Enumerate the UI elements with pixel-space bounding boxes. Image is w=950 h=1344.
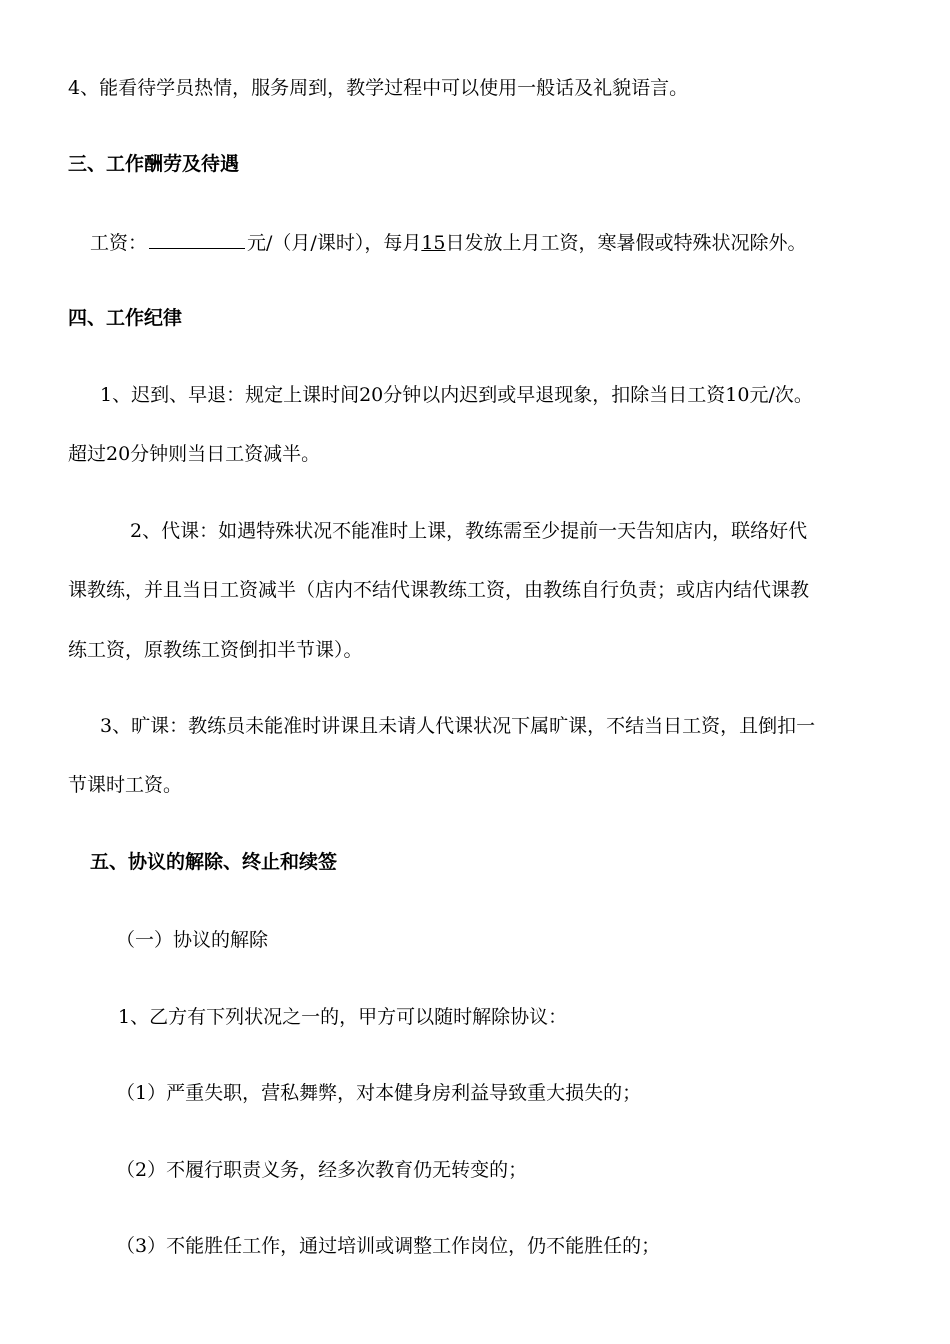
paragraph-late-line1: 1、迟到、早退：规定上课时间20分钟以内迟到或早退现象，扣除当日工资10元/次。 — [100, 384, 813, 406]
clause-rescission-conditions: 1、乙方有下列状况之一的，甲方可以随时解除协议： — [118, 1006, 568, 1028]
paragraph-late-line2: 超过20分钟则当日工资减半。 — [68, 443, 321, 465]
paragraph-salary — [90, 230, 807, 255]
paragraph-service-attitude: 4、能看待学员热情，服务周到，教学过程中可以使用一般话及礼貌语言。 — [68, 77, 689, 99]
salary-blank-field — [149, 230, 245, 249]
clause-item-1: （1）严重失职，营私舞弊，对本健身房利益导致重大损失的； — [116, 1082, 642, 1104]
paragraph-substitute-line2: 课教练，并且当日工资减半（店内不结代课教练工资，由教练自行负责；或店内结代课教 — [68, 579, 810, 601]
salary-pay-day: 15 — [421, 232, 446, 254]
subheading-agreement-rescission: （一）协议的解除 — [116, 929, 269, 951]
section-heading-discipline: 四、工作纪律 — [68, 307, 183, 329]
salary-prefix: 工资： — [90, 232, 148, 254]
paragraph-substitute-line1: 2、代课：如遇特殊状况不能准时上课，教练需至少提前一天告知店内，联络好代 — [130, 520, 808, 542]
section-heading-compensation: 三、工作酬劳及待遇 — [68, 153, 240, 175]
paragraph-substitute-line3: 练工资，原教练工资倒扣半节课）。 — [68, 639, 363, 661]
salary-unit-text: 元/（月/课时），每月 — [247, 232, 422, 254]
clause-item-3: （3）不能胜任工作，通过培训或调整工作岗位，仍不能胜任的； — [116, 1235, 661, 1257]
section-heading-termination: 五、协议的解除、终止和续签 — [90, 851, 338, 873]
clause-item-2: （2）不履行职责义务，经多次教育仍无转变的； — [116, 1159, 528, 1181]
paragraph-absence-line1: 3、旷课：教练员未能准时讲课且未请人代课状况下属旷课，不结当日工资，且倒扣一 — [100, 715, 816, 737]
salary-suffix: 日发放上月工资，寒暑假或特殊状况除外。 — [445, 232, 807, 254]
paragraph-absence-line2: 节课时工资。 — [68, 774, 183, 796]
